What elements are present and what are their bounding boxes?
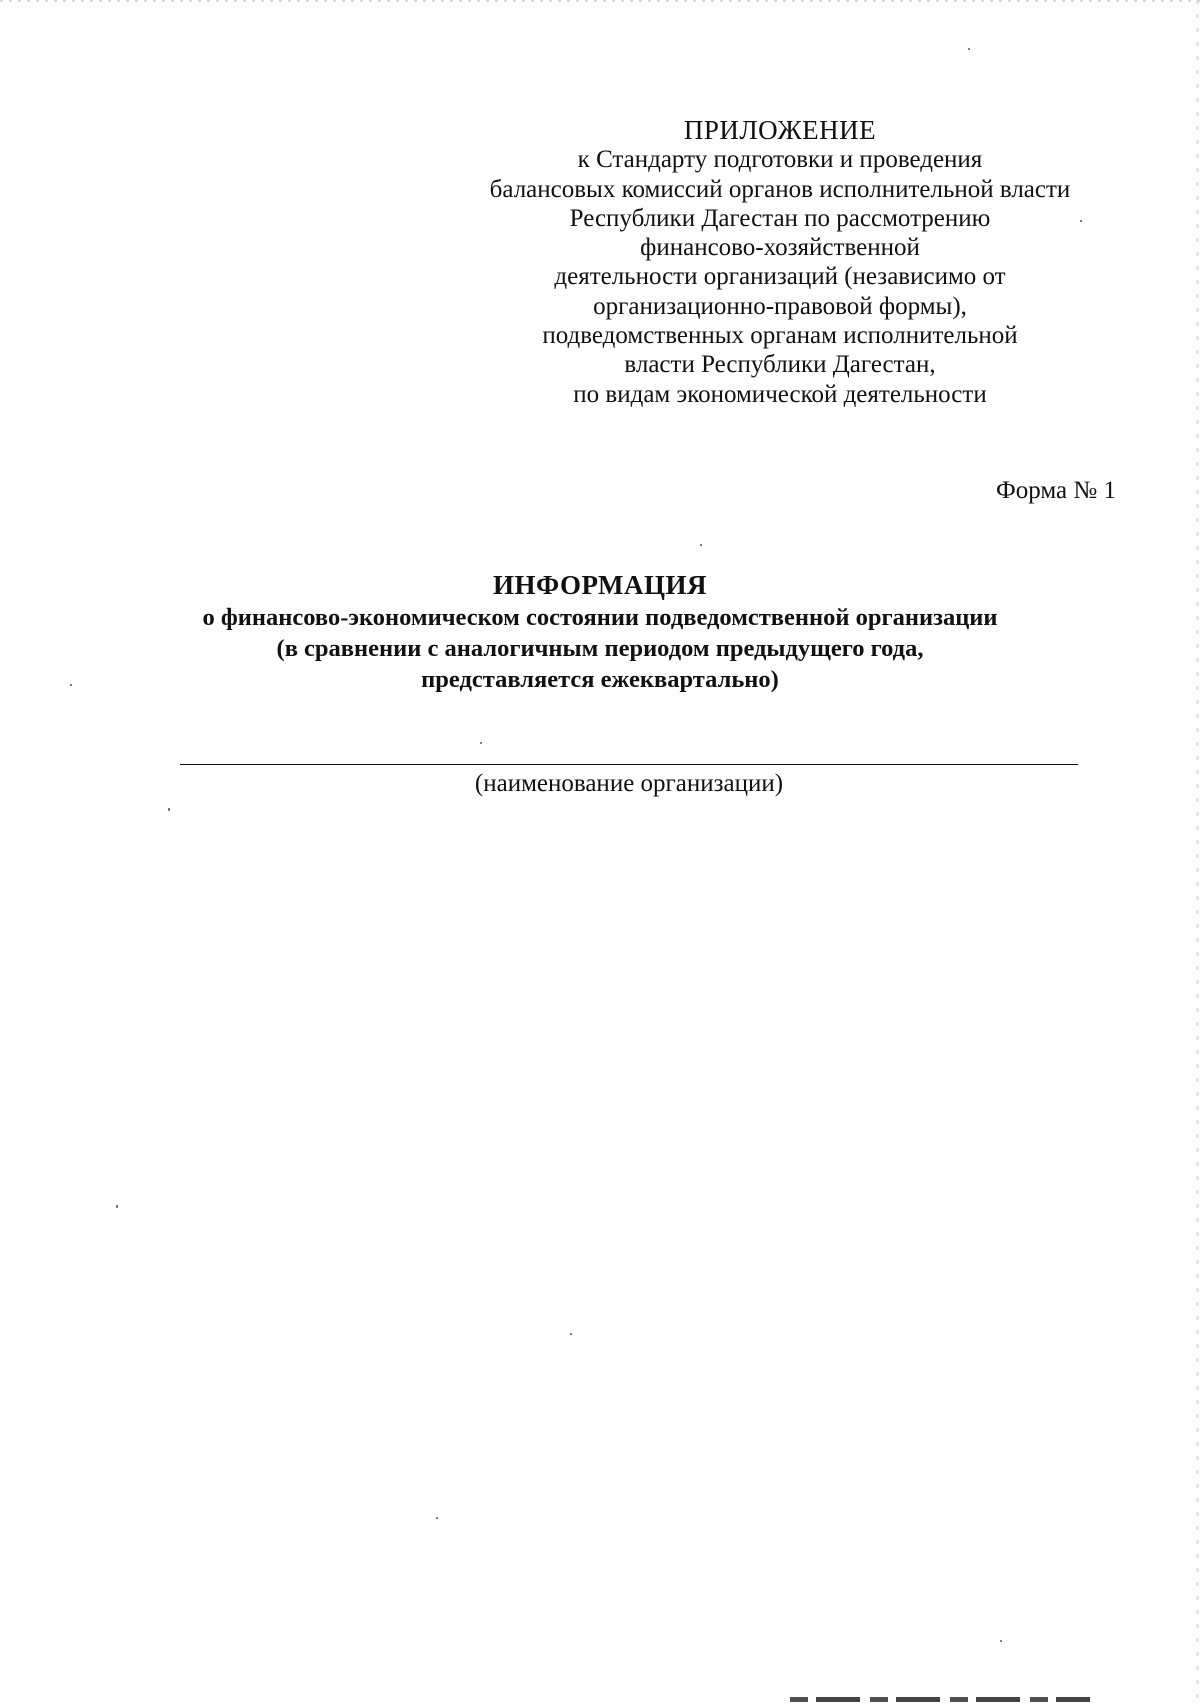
organization-name-caption: (наименование организации): [474, 770, 784, 797]
appendix-line: по видам экономической деятельности: [573, 380, 987, 408]
appendix-line: к Стандарту подготовки и проведения: [577, 146, 983, 174]
appendix-block: [420, 116, 1140, 409]
appendix-line: власти Республики Дагестан,: [624, 351, 936, 379]
scan-speck: [168, 808, 170, 811]
appendix-line: организационно-правовой формы),: [593, 292, 967, 320]
appendix-line: финансово-хозяйственной: [640, 234, 920, 262]
scan-speck: [480, 742, 482, 744]
scan-speck: [570, 1333, 572, 1335]
appendix-line: деятельности организаций (независимо от: [554, 263, 1006, 291]
appendix-heading: ПРИЛОЖЕНИЕ: [683, 115, 877, 145]
information-title: ИНФОРМАЦИЯ: [493, 570, 707, 600]
appendix-line: Республики Дагестан по рассмотрению: [569, 204, 991, 232]
scan-edge-right: [1196, 0, 1199, 1704]
organization-name-line: [180, 764, 1078, 765]
form-number: Форма № 1: [996, 477, 1116, 504]
scan-speck: [700, 544, 702, 546]
scan-speck: [1000, 1640, 1002, 1642]
scan-speck: [436, 1517, 438, 1519]
scan-speck: [1080, 220, 1082, 222]
appendix-line: подведомственных органам исполнительной: [542, 322, 1018, 350]
appendix-line: балансовых комиссий органов исполнительной власти: [489, 175, 1071, 203]
scan-speck: [116, 1205, 118, 1208]
information-line: (в сравнении с аналогичным периодом предыдущего года,: [276, 635, 924, 662]
information-line: представляется ежеквартально): [421, 666, 779, 693]
scan-speck: [968, 48, 970, 50]
scan-speck: [70, 684, 72, 686]
information-line: о финансово-экономическом состоянии подведомственной организации: [202, 604, 998, 631]
scan-edge-top: [0, 0, 1200, 2]
information-block: [100, 568, 1100, 695]
scan-bottom-artifact: [790, 1697, 1090, 1702]
